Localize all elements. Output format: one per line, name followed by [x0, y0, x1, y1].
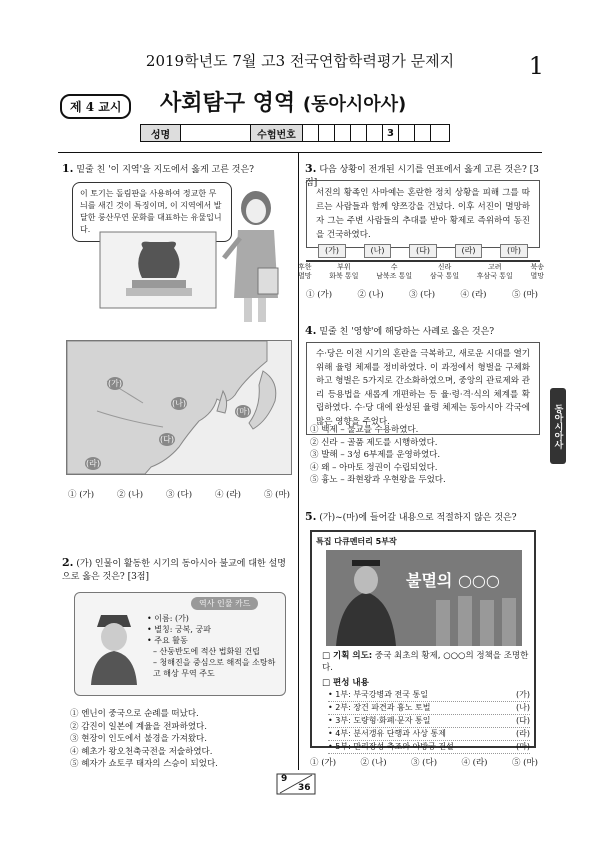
timeline-slot: (가)	[318, 244, 346, 258]
option[interactable]: ⑤ (마)	[511, 758, 538, 768]
name-label: 성명	[141, 125, 181, 141]
choice[interactable]: ② 감진이 일본에 계율을 전파하였다.	[70, 721, 207, 732]
doc-title: 불멸의 ○○○	[406, 571, 500, 590]
q5-documentary-plan	[310, 530, 536, 751]
page-total: 36	[298, 783, 311, 793]
question-5	[305, 510, 543, 525]
timeline-slot: (마)	[500, 244, 528, 258]
option[interactable]: ④ (라)	[460, 290, 487, 300]
q3-number: 3.	[305, 162, 317, 175]
option[interactable]: ① (가)	[306, 290, 333, 300]
choice[interactable]: ⑤ 혜자가 쇼토쿠 태자의 스승이 되었다.	[70, 759, 218, 769]
q5-number: 5.	[305, 510, 317, 523]
name-field[interactable]	[181, 125, 251, 141]
card-line: • 이름: (가)	[147, 614, 189, 623]
choice[interactable]: ③ 발해 – 3성 6부제를 운영하였다.	[310, 450, 441, 460]
exam-number-label: 수험번호	[251, 125, 303, 141]
timeline-event: 후한 멸망	[298, 263, 312, 280]
option[interactable]: ② (나)	[360, 758, 387, 768]
exam-digit-cell[interactable]	[431, 125, 447, 141]
q3-text: 다음 상황이 전개된 시기를 연표에서 옳게 고른 것은? [3점]	[305, 165, 539, 188]
option[interactable]: ③ (다)	[165, 490, 193, 500]
timeline-event: 북송 멸망	[530, 263, 544, 280]
question-1	[62, 162, 292, 177]
q5-text: (가)~(마)에 들어갈 내용으로 적절하지 않은 것은?	[319, 513, 517, 523]
teacher-illustration	[222, 188, 284, 323]
map-label: (라)	[86, 459, 100, 468]
q3-passage: 서진의 황족인 사마예는 혼란한 정치 상황을 피해 그를 따르는 사람들과 함께 양쯔강을 건넜다. 이후 서진이 멸망하자 그는 주변 사람들의 추대를 받아 황제로 즉위하여 동진을 건국하였다.	[306, 180, 540, 248]
timeline-slot: (라)	[455, 244, 483, 258]
page-current: 9	[281, 774, 288, 784]
map-label: (나)	[172, 399, 186, 408]
doc-row: • 3부: 도량형·화폐·문자 통일 (다)	[328, 715, 530, 728]
timeline-slot: (나)	[364, 244, 392, 258]
q5-options	[310, 756, 538, 768]
doc-plan	[322, 650, 530, 674]
map-label: (다)	[160, 435, 174, 444]
q4-passage: 수·당은 이전 시기의 혼란을 극복하고, 새로운 시대를 열기 위해 율령 체제를 정비하였다. 이 과정에서 형벌을 구체화하고 형벌은 5가지로 간소화하였으며, 중앙의 관료제와 관리 등용법을 새롭게 개편하는 등 율·령·격·식의 체계를 확립하였다. 수·당 대에 완성된 율령 체제는 동아시아 각국에 많은 영향을 주었다.	[306, 342, 540, 435]
choice[interactable]: ④ 혜초가 왕오천축국전을 저술하였다.	[70, 746, 213, 757]
header-rule	[58, 152, 542, 153]
doc-row: • 2부: 장건 파견과 흉노 토벌 (나)	[328, 702, 530, 715]
q4-number: 4.	[305, 324, 317, 337]
card-line: – 청해진을 중심으로 해적을 소탕하고 해상 무역 주도	[153, 658, 276, 678]
card-title: 역사 인물 카드	[191, 597, 258, 610]
q4-choices	[310, 424, 542, 487]
choice[interactable]: ② 신라 – 골품 제도를 시행하였다.	[310, 437, 438, 448]
q1-number: 1.	[62, 162, 74, 175]
page-counter	[276, 773, 316, 795]
contents-label: □ 편성 내용	[322, 678, 369, 688]
option[interactable]: ⑤ (마)	[511, 290, 538, 300]
q1-text: 밑줄 친 '이 지역'을 지도에서 옳게 고른 것은?	[76, 165, 254, 175]
choice[interactable]: ③ 현장이 인도에서 불경을 가져왔다.	[70, 734, 207, 744]
card-line: • 주요 활동	[147, 636, 188, 645]
card-body	[147, 613, 283, 679]
q3-slots	[318, 244, 528, 258]
exam-title: 2019학년도 7월 고3 전국연합학력평가 문제지	[145, 52, 455, 70]
exam-digit-cell[interactable]	[415, 125, 431, 141]
timeline-event: 신라 삼국 통일	[429, 263, 460, 280]
plan-label: □ 기획 의도:	[322, 651, 373, 661]
timeline-axis	[306, 260, 540, 262]
exam-digit-cell[interactable]	[351, 125, 367, 141]
timeline-event: 부위 화북 통일	[329, 263, 359, 280]
subject-title	[160, 86, 406, 117]
choice[interactable]: ① 엔닌이 중국으로 순례를 떠났다.	[70, 709, 199, 719]
column-divider	[298, 152, 299, 770]
student-info-bar	[140, 124, 450, 142]
exam-digit-cell[interactable]	[335, 125, 351, 141]
subject-main: 사회탐구 영역	[160, 91, 296, 116]
session-badge: 제 4 교시	[60, 94, 131, 119]
doc-tag: 특집 다큐멘터리 5부작	[316, 537, 397, 546]
emperor-terracotta-illustration	[326, 550, 522, 646]
subject-sub: (동아시아사)	[302, 94, 407, 115]
question-4	[305, 324, 543, 339]
exam-digit-cell[interactable]	[399, 125, 415, 141]
timeline-events	[298, 263, 544, 281]
doc-rows	[328, 689, 530, 754]
q1-speech-bubble: 이 토기는 돌림판을 사용하여 정교한 무늬를 새긴 것이 특징이며, 이 지역에서 발달한 룽산무연 문화를 대표하는 유물입니다.	[72, 182, 232, 242]
q1-map	[66, 340, 292, 475]
doc-row: • 4부: 분서갱유 단행과 사상 통제 (라)	[328, 728, 530, 741]
exam-digit-cell[interactable]	[319, 125, 335, 141]
q2-text: (가) 인물이 활동한 시기의 동아시아 불교에 대한 설명으로 옳은 것은? [3점]	[62, 559, 286, 582]
option[interactable]: ④ (라)	[214, 490, 241, 500]
map-label: (가)	[108, 379, 122, 388]
timeline-event: 고려 후삼국 통일	[476, 263, 513, 280]
q4-text: 밑줄 친 '영향'에 해당하는 사례로 옳은 것은?	[319, 327, 495, 337]
pottery-illustration	[98, 230, 218, 310]
page-number: 1	[528, 52, 544, 80]
portrait-illustration	[83, 607, 145, 687]
choice[interactable]: ⑤ 흉노 – 좌현왕과 우현왕을 두었다.	[310, 475, 446, 485]
q1-options	[68, 488, 290, 500]
option[interactable]: ③ (다)	[410, 758, 438, 768]
option[interactable]: ② (나)	[357, 290, 384, 300]
option[interactable]: ④ (라)	[461, 758, 488, 768]
option[interactable]: ③ (다)	[408, 290, 436, 300]
option[interactable]: ⑤ (마)	[263, 490, 290, 500]
q2-choices	[70, 708, 292, 771]
card-line: – 산둥반도에 적산 법화원 건립	[153, 647, 260, 656]
q2-number: 2.	[62, 556, 74, 569]
map-label: (마)	[236, 407, 250, 416]
q3-options	[306, 288, 538, 300]
exam-digit-cell: 3	[383, 125, 399, 141]
option[interactable]: ① (가)	[68, 490, 95, 500]
timeline-slot: (다)	[409, 244, 437, 258]
option[interactable]: ① (가)	[310, 758, 337, 768]
choice[interactable]: ① 백제 – 불교를 수용하였다.	[310, 425, 419, 435]
doc-row: • 1부: 부국강병과 전국 통일 (가)	[328, 689, 530, 702]
subject-side-tab: 동아시아사	[550, 388, 566, 464]
q2-person-card	[74, 592, 286, 696]
timeline-event: 수 남북조 통일	[376, 263, 413, 280]
card-line: • 별칭: 궁복, 궁파	[147, 625, 211, 634]
plan-text: 중국 최초의 황제, ○○○의 정책을 조명한다.	[322, 651, 529, 673]
option[interactable]: ② (나)	[116, 490, 144, 500]
teacher-figure	[222, 188, 284, 323]
doc-row: • 5부: 만리장성 축조와 아방궁 건설 (마)	[328, 741, 530, 754]
pottery-display	[98, 230, 218, 310]
exam-digit-cell[interactable]	[367, 125, 383, 141]
doc-image	[326, 550, 522, 646]
exam-digit-cell[interactable]	[303, 125, 319, 141]
question-2	[62, 556, 294, 584]
choice[interactable]: ④ 왜 – 아마토 정권이 수립되었다.	[310, 462, 438, 473]
